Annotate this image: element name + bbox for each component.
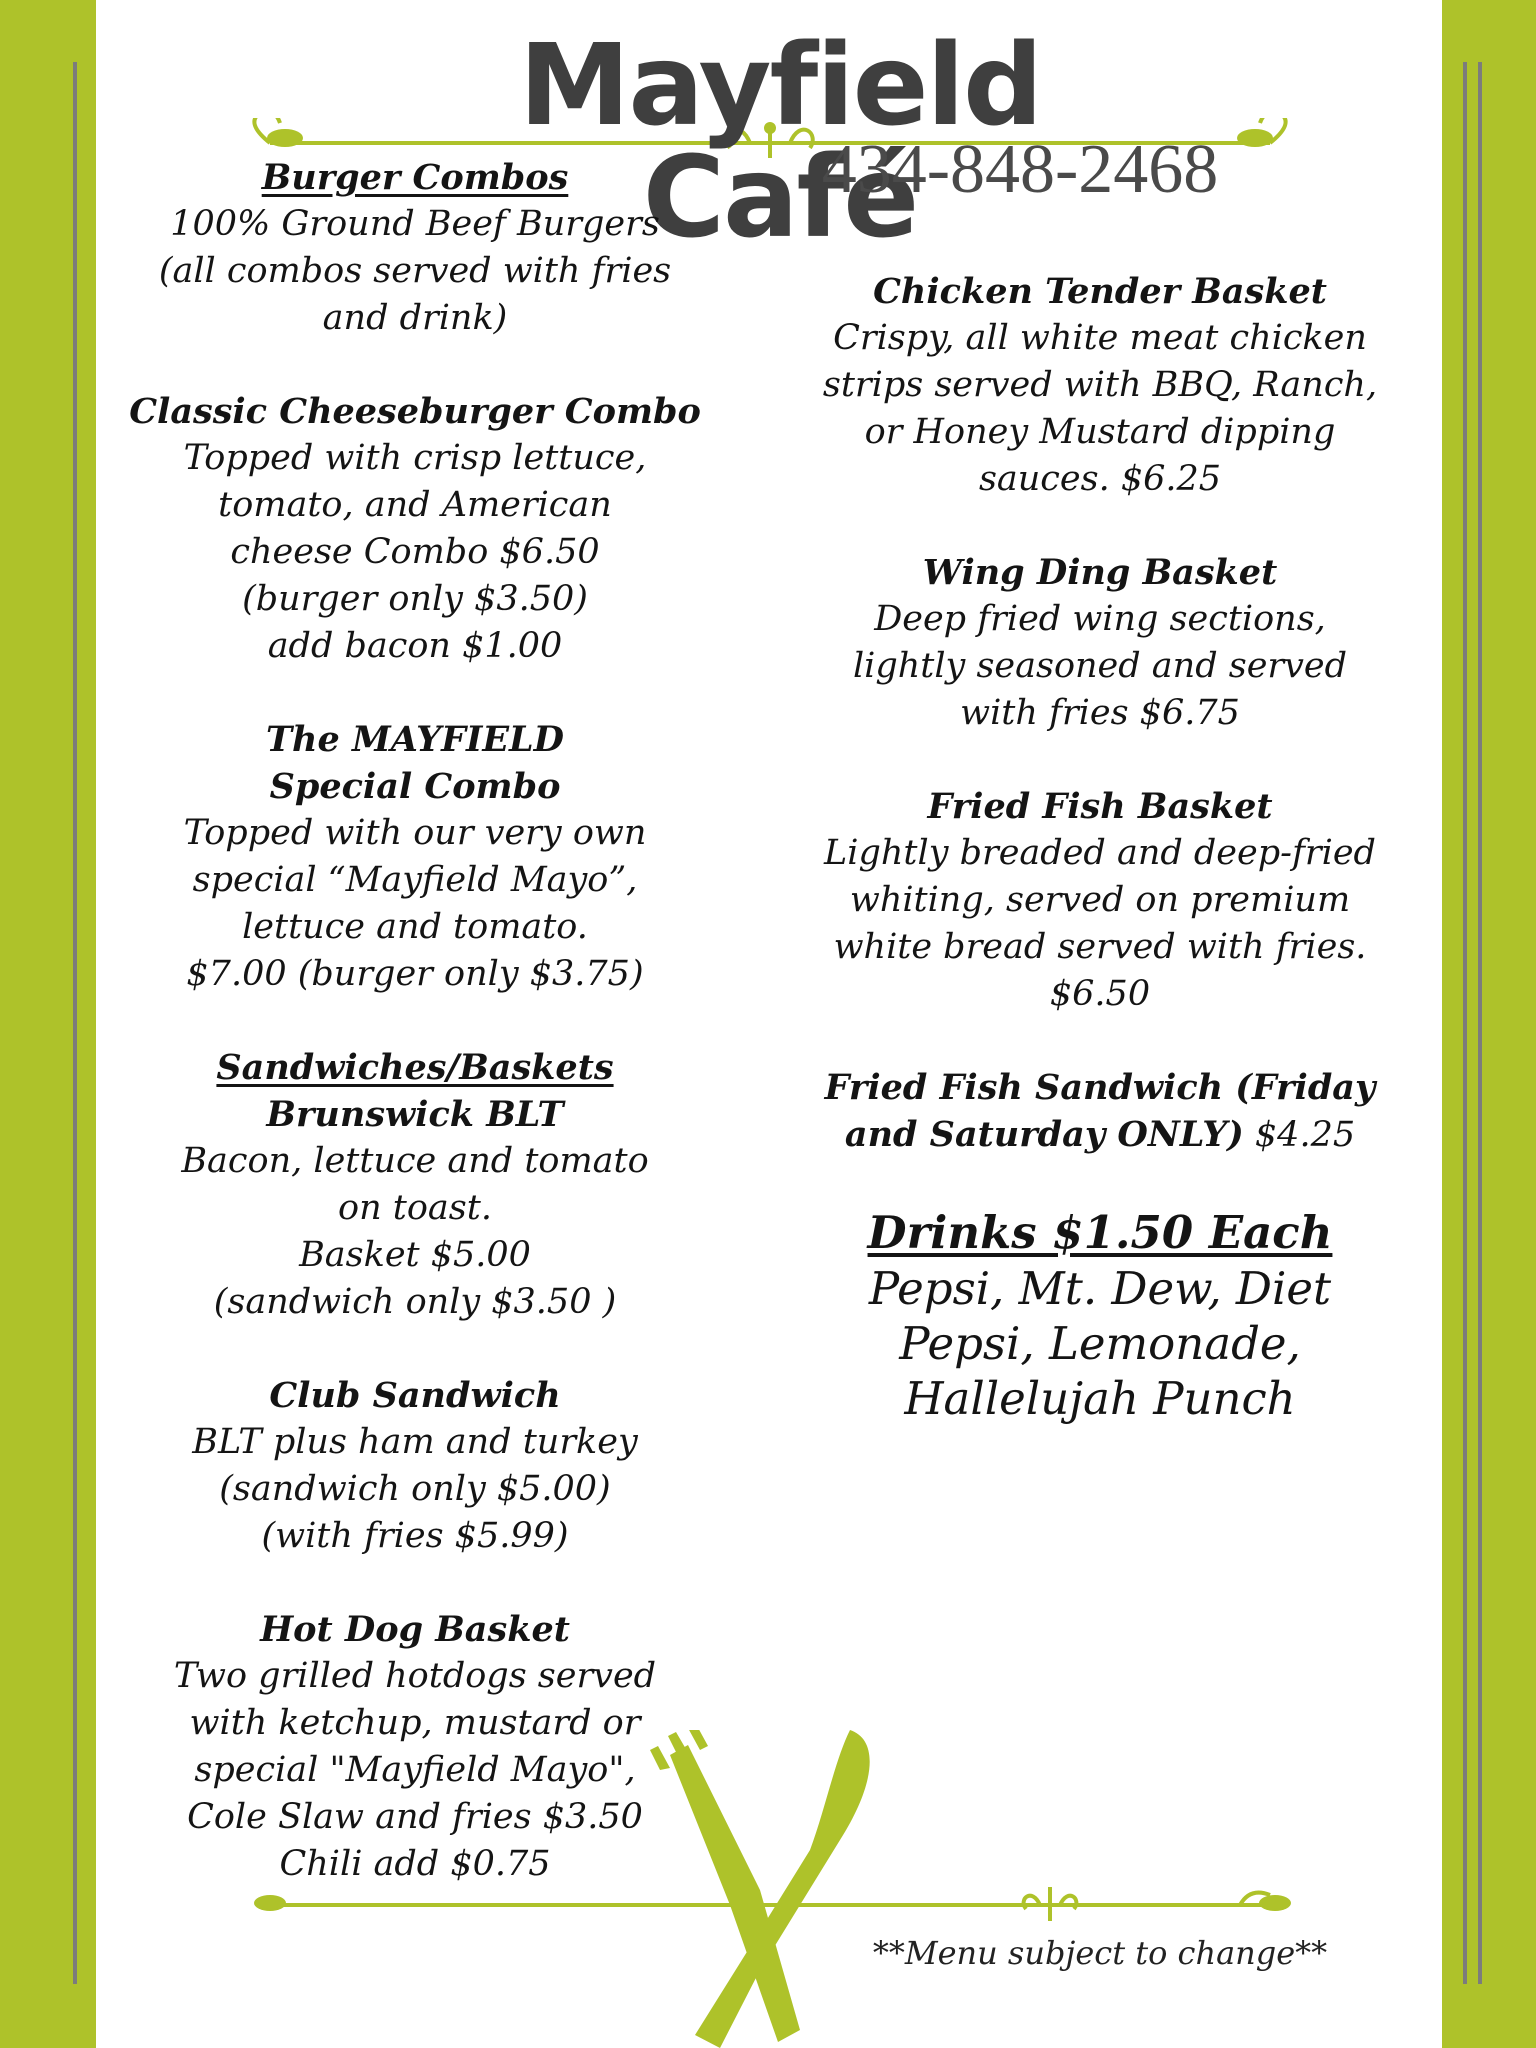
fried-fish-basket-item: [765, 783, 1435, 1018]
item-desc-line: white bread served with fries.: [833, 927, 1367, 967]
menu-subject-to-change-note: **Menu subject to change**: [872, 1934, 1328, 1972]
item-title-line2: [765, 1111, 1435, 1159]
classic-cheeseburger-item: [100, 388, 730, 670]
item-desc-line: Two grilled hotdogs served: [173, 1656, 657, 1696]
item-desc-line: Cole Slaw and fries $3.50: [187, 1797, 643, 1837]
item-price: $4.25: [1254, 1115, 1356, 1155]
item-desc-line: with fries $6.75: [960, 693, 1240, 733]
item-desc-line: or Honey Mustard dipping: [864, 412, 1336, 452]
cafe-title: Mayfield Café: [518, 21, 1042, 263]
item-title-chicken-tender: Chicken Tender Basket: [873, 271, 1327, 312]
right-gray-rule-outer: [1478, 62, 1482, 1984]
item-desc-line: (sandwich only $5.00): [219, 1469, 611, 1509]
item-desc-line: strips served with BBQ, Ranch,: [822, 365, 1378, 405]
right-gray-rule-inner: [1463, 62, 1467, 1984]
burger-desc-line: and drink): [322, 298, 508, 338]
item-desc-line: Deep fried wing sections,: [874, 599, 1326, 639]
item-desc-line: (burger only $3.50): [242, 579, 588, 619]
item-title-club-sandwich: Club Sandwich: [269, 1375, 561, 1416]
section-heading-drinks: Drinks $1.50 Each: [867, 1206, 1333, 1259]
left-green-border: [0, 0, 96, 2048]
phone-number: 434-848-2468: [821, 131, 1219, 208]
fried-fish-sandwich-item: [765, 1064, 1435, 1159]
wing-ding-item: [765, 549, 1435, 737]
brunswick-blt-item: [100, 1044, 730, 1326]
section-heading-burger-combos: Burger Combos: [261, 157, 569, 198]
item-title-hot-dog-basket: Hot Dog Basket: [260, 1609, 570, 1650]
section-heading-sandwiches-baskets: Sandwiches/Baskets: [216, 1047, 614, 1088]
left-menu-column: [100, 154, 730, 1888]
item-desc-line: $6.50: [1049, 974, 1151, 1014]
item-desc-line: Basket $5.00: [299, 1235, 531, 1275]
item-desc-line: (with fries $5.99): [261, 1516, 569, 1556]
chicken-tender-item: [765, 268, 1435, 503]
right-menu-column: [765, 268, 1435, 1426]
drinks-section: [765, 1205, 1435, 1426]
drinks-line: Hallelujah Punch: [904, 1372, 1296, 1425]
item-title-fried-fish-sandwich: Fried Fish Sandwich (Friday: [824, 1067, 1376, 1108]
item-desc-line: Topped with our very own: [183, 813, 647, 853]
item-desc-line: BLT plus ham and turkey: [192, 1422, 638, 1462]
item-desc-line: (sandwich only $3.50 ): [213, 1282, 617, 1322]
item-desc-line: Topped with crisp lettuce,: [183, 438, 647, 478]
item-desc-line: Crispy, all white meat chicken: [833, 318, 1367, 358]
item-title-classic-cheeseburger: Classic Cheeseburger Combo: [129, 391, 701, 432]
item-desc-line: special “Mayfield Mayo”,: [192, 860, 638, 900]
item-desc-line: Lightly breaded and deep-fried: [824, 833, 1376, 873]
item-desc-line: sauces. $6.25: [978, 459, 1222, 499]
item-desc-line: on toast.: [338, 1188, 492, 1228]
item-title-mayfield-special: The MAYFIELD: [266, 719, 564, 760]
mayfield-special-item: [100, 716, 730, 998]
fork-and-knife-icon: [650, 1730, 890, 2048]
item-desc-line: tomato, and American: [218, 485, 612, 525]
item-title-wing-ding: Wing Ding Basket: [922, 552, 1278, 593]
drinks-line: Pepsi, Lemonade,: [899, 1317, 1301, 1370]
item-desc-line: with ketchup, mustard or: [189, 1703, 641, 1743]
item-title-fried-fish-basket: Fried Fish Basket: [927, 786, 1273, 827]
right-green-border: [1442, 0, 1536, 2048]
hot-dog-basket-item: [100, 1606, 730, 1888]
item-desc-line: lightly seasoned and served: [852, 646, 1348, 686]
item-desc-line: Bacon, lettuce and tomato: [181, 1141, 649, 1181]
item-title-mayfield-special-line2: Special Combo: [269, 766, 561, 807]
burger-combos-section: [100, 154, 730, 342]
left-gray-rule: [73, 62, 77, 1984]
item-desc-line: cheese Combo $6.50: [230, 532, 600, 572]
burger-desc-line: (all combos served with fries: [158, 251, 672, 291]
item-title-fried-fish-sandwich-line2: and Saturday ONLY): [844, 1114, 1244, 1155]
burger-desc-line: 100% Ground Beef Burgers: [170, 204, 660, 244]
item-desc-line: special "Mayfield Mayo",: [194, 1750, 636, 1790]
drinks-line: Pepsi, Mt. Dew, Diet: [868, 1262, 1332, 1315]
item-title-brunswick-blt: Brunswick BLT: [266, 1094, 564, 1135]
club-sandwich-item: [100, 1372, 730, 1560]
item-desc-line: $7.00 (burger only $3.75): [186, 954, 644, 994]
item-desc-line: whiting, served on premium: [849, 880, 1351, 920]
item-desc-line: lettuce and tomato.: [242, 907, 588, 947]
item-desc-line: add bacon $1.00: [267, 626, 563, 666]
item-desc-line: Chili add $0.75: [279, 1844, 551, 1884]
